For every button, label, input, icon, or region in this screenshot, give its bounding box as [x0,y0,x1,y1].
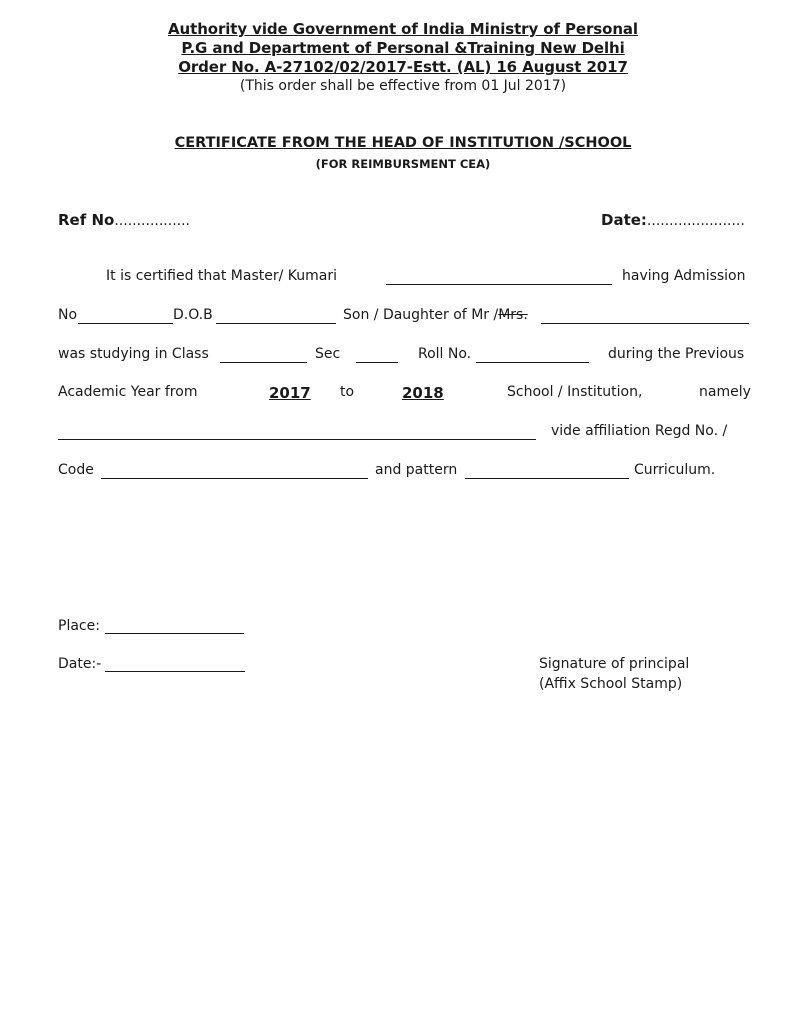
dob-label: D.O.B [173,307,213,323]
roll-no-field[interactable] [476,362,589,363]
curriculum-label: Curriculum. [634,462,716,478]
authority-line: Authority vide Government of India Ministry of Personal [168,20,638,38]
certified-text: It is certified that Master/ Kumari [106,268,337,284]
dob-field[interactable] [216,323,336,324]
place-field[interactable] [105,633,244,634]
no-label: No [58,307,78,323]
date-bottom-label: Date:- [58,656,102,672]
sec-label: Sec [315,346,341,362]
order-number-line: Order No. A-27102/02/2017-Estt. (AL) 16 August 2017 [178,58,628,76]
pattern-label: and pattern [375,462,458,478]
parent-name-field[interactable] [541,323,749,324]
certificate-title: CERTIFICATE FROM THE HEAD OF INSTITUTION /SCHOOL [174,135,632,151]
son-daughter-text: Son / Daughter of Mr / [343,307,499,323]
mrs-strikethrough: Mrs. [498,307,528,323]
place-label: Place: [58,618,100,634]
code-field[interactable] [101,478,368,479]
school-stamp-label: (Affix School Stamp) [539,676,683,692]
having-admission-text: having Admission [622,268,746,284]
date-top [601,210,745,229]
admission-number-field[interactable] [78,323,173,324]
to-label: to [340,384,355,400]
signature-label: Signature of principal [539,656,690,672]
ref-no-label: Ref No [58,211,115,229]
academic-year-label: Academic Year from [58,384,198,400]
previous-text: during the Previous [608,346,745,362]
effective-date-note: (This order shall be effective from 01 Jul 2017) [239,78,567,94]
school-institution-label: School / Institution, [507,384,643,400]
date-top-dots[interactable]: ...................... [646,213,745,229]
ref-no [58,210,190,229]
year-from-value: 2017 [269,384,311,402]
school-name-field[interactable] [58,439,536,440]
year-to-value: 2018 [402,384,444,402]
studying-class-label: was studying in Class [58,346,209,362]
class-field[interactable] [220,362,307,363]
pattern-field[interactable] [465,478,629,479]
son-daughter-label [343,307,528,323]
namely-label: namely [699,384,751,400]
student-name-field[interactable] [386,284,612,285]
certificate-subtitle: (FOR REIMBURSMENT CEA) [315,157,491,171]
code-label: Code [58,462,94,478]
department-line: P.G and Department of Personal &Training New Delhi [181,39,625,57]
section-field[interactable] [356,362,398,363]
affiliation-label: vide affiliation Regd No. / [551,423,728,439]
date-bottom-field[interactable] [105,671,245,672]
ref-no-dots[interactable]: ................. [114,213,190,229]
roll-no-label: Roll No. [418,346,472,362]
date-top-label: Date: [601,211,647,229]
